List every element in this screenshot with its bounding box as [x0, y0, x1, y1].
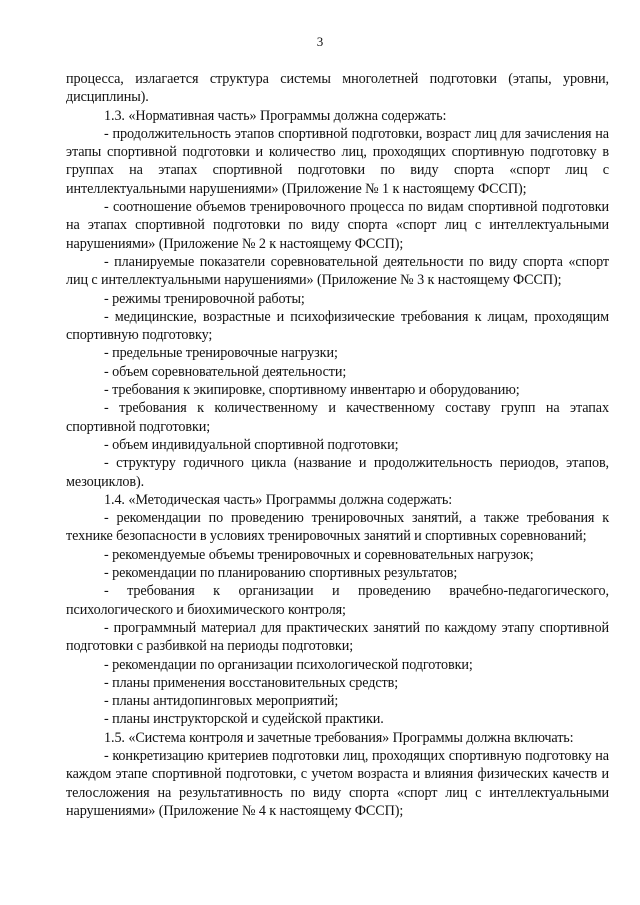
list-item: - продолжительность этапов спортивной подготовки, возраст лиц для зачисления на этапы спортивной подготовки и количество лиц, проходящих спортивную подготовку в группах на этапах спортивной подготовки по виду спорта «спорт лиц с интеллектуальными нарушениями» (Приложение № 1 к настоящему ФССП);	[66, 125, 609, 197]
list-item: - планируемые показатели соревновательной деятельности по виду спорта «спорт лиц с интеллектуальными нарушениями» (Приложение № 3 к настоящему ФССП);	[66, 253, 609, 289]
list-item: - требования к организации и проведению врачебно-педагогического, психологического и биохимического контроля;	[66, 583, 609, 618]
list-item: - планы инструкторской и судейской практики.	[104, 711, 384, 728]
list-item: - медицинские, возрастные и психофизические требования к лицам, проходящим спортивную подготовку;	[66, 308, 609, 344]
list-item: - объем индивидуальной спортивной подготовки;	[104, 436, 399, 453]
list-item: - рекомендации по организации психологической подготовки;	[104, 656, 473, 673]
list-item: - рекомендации по проведению тренировочных занятий, а также требования к технике безопасности в условиях тренировочных занятий и спортивных соревнований;	[66, 510, 609, 545]
page-number: 3	[316, 34, 324, 49]
list-item: - конкретизацию критериев подготовки лиц, проходящих спортивную подготовку на каждом этапе спортивной подготовки, с учетом возраста и влияния физических качеств и телосложения на результативность по виду спорта «спорт лиц с интеллектуальными нарушениями» (Приложение № 4 к настоящему ФССП);	[66, 747, 609, 819]
list-item: - программный материал для практических занятий по каждому этапу спортивной подготовки с разбивкой на периоды подготовки;	[66, 619, 609, 655]
section-heading-1-3: 1.3. «Нормативная часть» Программы должна содержать:	[104, 107, 447, 124]
list-item: - планы применения восстановительных средств;	[104, 674, 399, 691]
list-item: - объем соревновательной деятельности;	[104, 363, 347, 380]
list-item: - предельные тренировочные нагрузки;	[104, 345, 338, 362]
list-item: - требования к экипировке, спортивному инвентарю и оборудованию;	[104, 382, 520, 399]
list-item: - рекомендуемые объемы тренировочных и соревновательных нагрузок;	[104, 546, 534, 563]
list-item: - планы антидопинговых мероприятий;	[104, 693, 339, 710]
document-body	[66, 70, 609, 820]
section-heading-1-5: 1.5. «Система контроля и зачетные требования» Программы должна включать:	[104, 729, 574, 746]
list-item: - структуру годичного цикла (название и продолжительность периодов, этапов, мезоциклов).	[66, 455, 609, 490]
list-item: - рекомендации по планированию спортивных результатов;	[104, 565, 458, 582]
list-item: - требования к количественному и качественному составу групп на этапах спортивной подготовки;	[66, 400, 609, 435]
list-item: - режимы тренировочной работы;	[104, 290, 305, 307]
paragraph-continuation: процесса, излагается структура системы многолетней подготовки (этапы, уровни, дисциплины).	[66, 71, 609, 106]
list-item: - соотношение объемов тренировочного процесса по видам спортивной подготовки на этапах спортивной подготовки по виду спорта «спорт лиц с интеллектуальными нарушениями» (Приложение № 2 к настоящему ФССП);	[66, 199, 609, 252]
section-heading-1-4: 1.4. «Методическая часть» Программы должна содержать:	[104, 491, 453, 508]
